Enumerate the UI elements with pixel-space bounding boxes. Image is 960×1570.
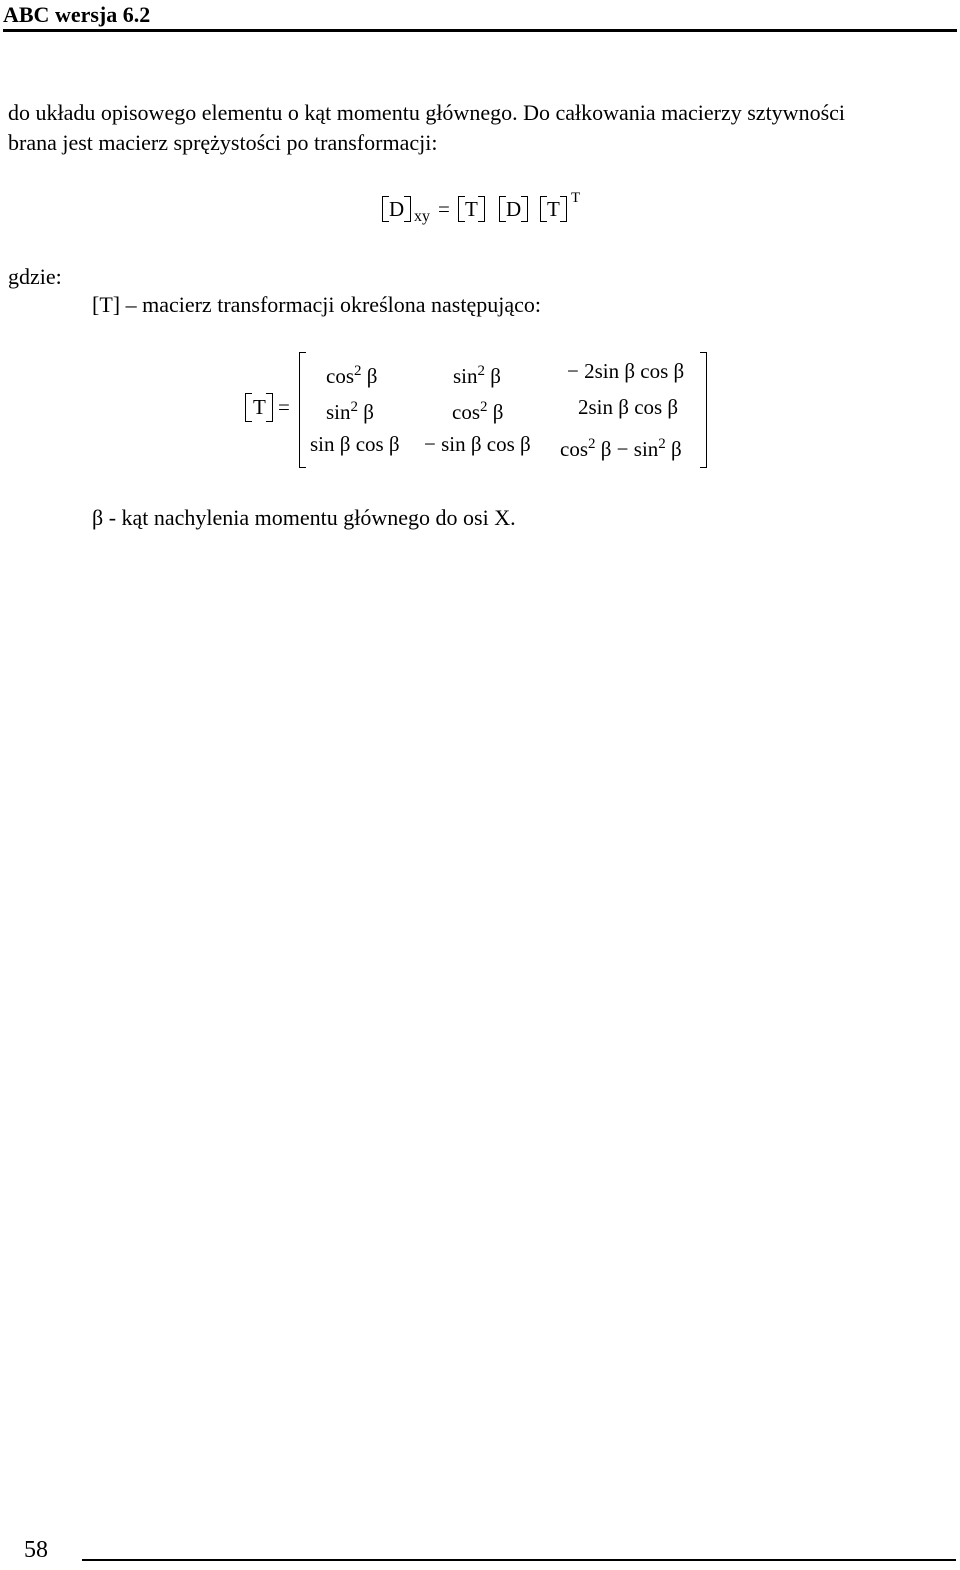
bracket-right	[478, 196, 485, 222]
matrix-bracket-right	[700, 352, 707, 468]
header-rule	[3, 29, 957, 32]
footer-rule	[82, 1559, 956, 1561]
matrix-lhs-t: T	[253, 395, 266, 419]
bracket-left	[499, 196, 506, 222]
gdzie-label: gdzie:	[8, 264, 62, 289]
matrix-cell-r1c2: $\sin^2 \beta$	[453, 363, 501, 388]
bracket-left	[245, 393, 252, 422]
page-number: 58	[24, 1537, 48, 1563]
matrix-equals: =	[278, 395, 290, 419]
eq-t1: T	[465, 197, 478, 221]
matrix-cell-r3c1: sin β cos β	[310, 432, 400, 456]
beta-definition: β - kąt nachylenia momentu głównego do osi X.	[92, 505, 516, 530]
bracket-right	[404, 196, 411, 222]
document-header-title: ABC wersja 6.2	[3, 2, 151, 27]
t-definition: [T] – macierz transformacji określona następująco:	[92, 292, 541, 317]
eq-lhs-d: D	[389, 197, 405, 221]
bracket-left	[458, 196, 465, 222]
matrix-cell-r2c3: 2sin β cos β	[578, 395, 679, 419]
paragraph-line-1: do układu opisowego elementu o kąt momentu głównego. Do całkowania macierzy sztywności	[8, 100, 846, 125]
bracket-right	[521, 196, 528, 222]
matrix-cell-r2c1: $\sin^2 \beta$	[326, 399, 374, 424]
eq-d: D	[506, 197, 522, 221]
matrix-cell-r3c2: − sin β cos β	[424, 432, 531, 456]
matrix-cell-r2c2: $\cos^2 \beta$	[452, 399, 504, 424]
matrix-bracket-left	[299, 352, 306, 468]
bracket-right	[266, 393, 273, 422]
eq-t2-superscript: T	[571, 190, 581, 206]
bracket-left	[382, 196, 389, 222]
matrix-cell-r3c3: $\cos^2 \beta - \sin^2 \beta$	[560, 436, 682, 461]
eq-lhs-subscript: xy	[414, 208, 430, 225]
matrix-cell-r1c3: − 2sin β cos β	[567, 359, 685, 383]
matrix-cell-r1c1: $\cos^2 \beta$	[326, 363, 378, 388]
paragraph-line-2: brana jest macierz sprężystości po transformacji:	[8, 130, 438, 155]
bracket-left	[540, 196, 547, 222]
eq-t2: T	[547, 197, 560, 221]
eq-equals: =	[438, 197, 450, 221]
bracket-right	[560, 196, 567, 222]
